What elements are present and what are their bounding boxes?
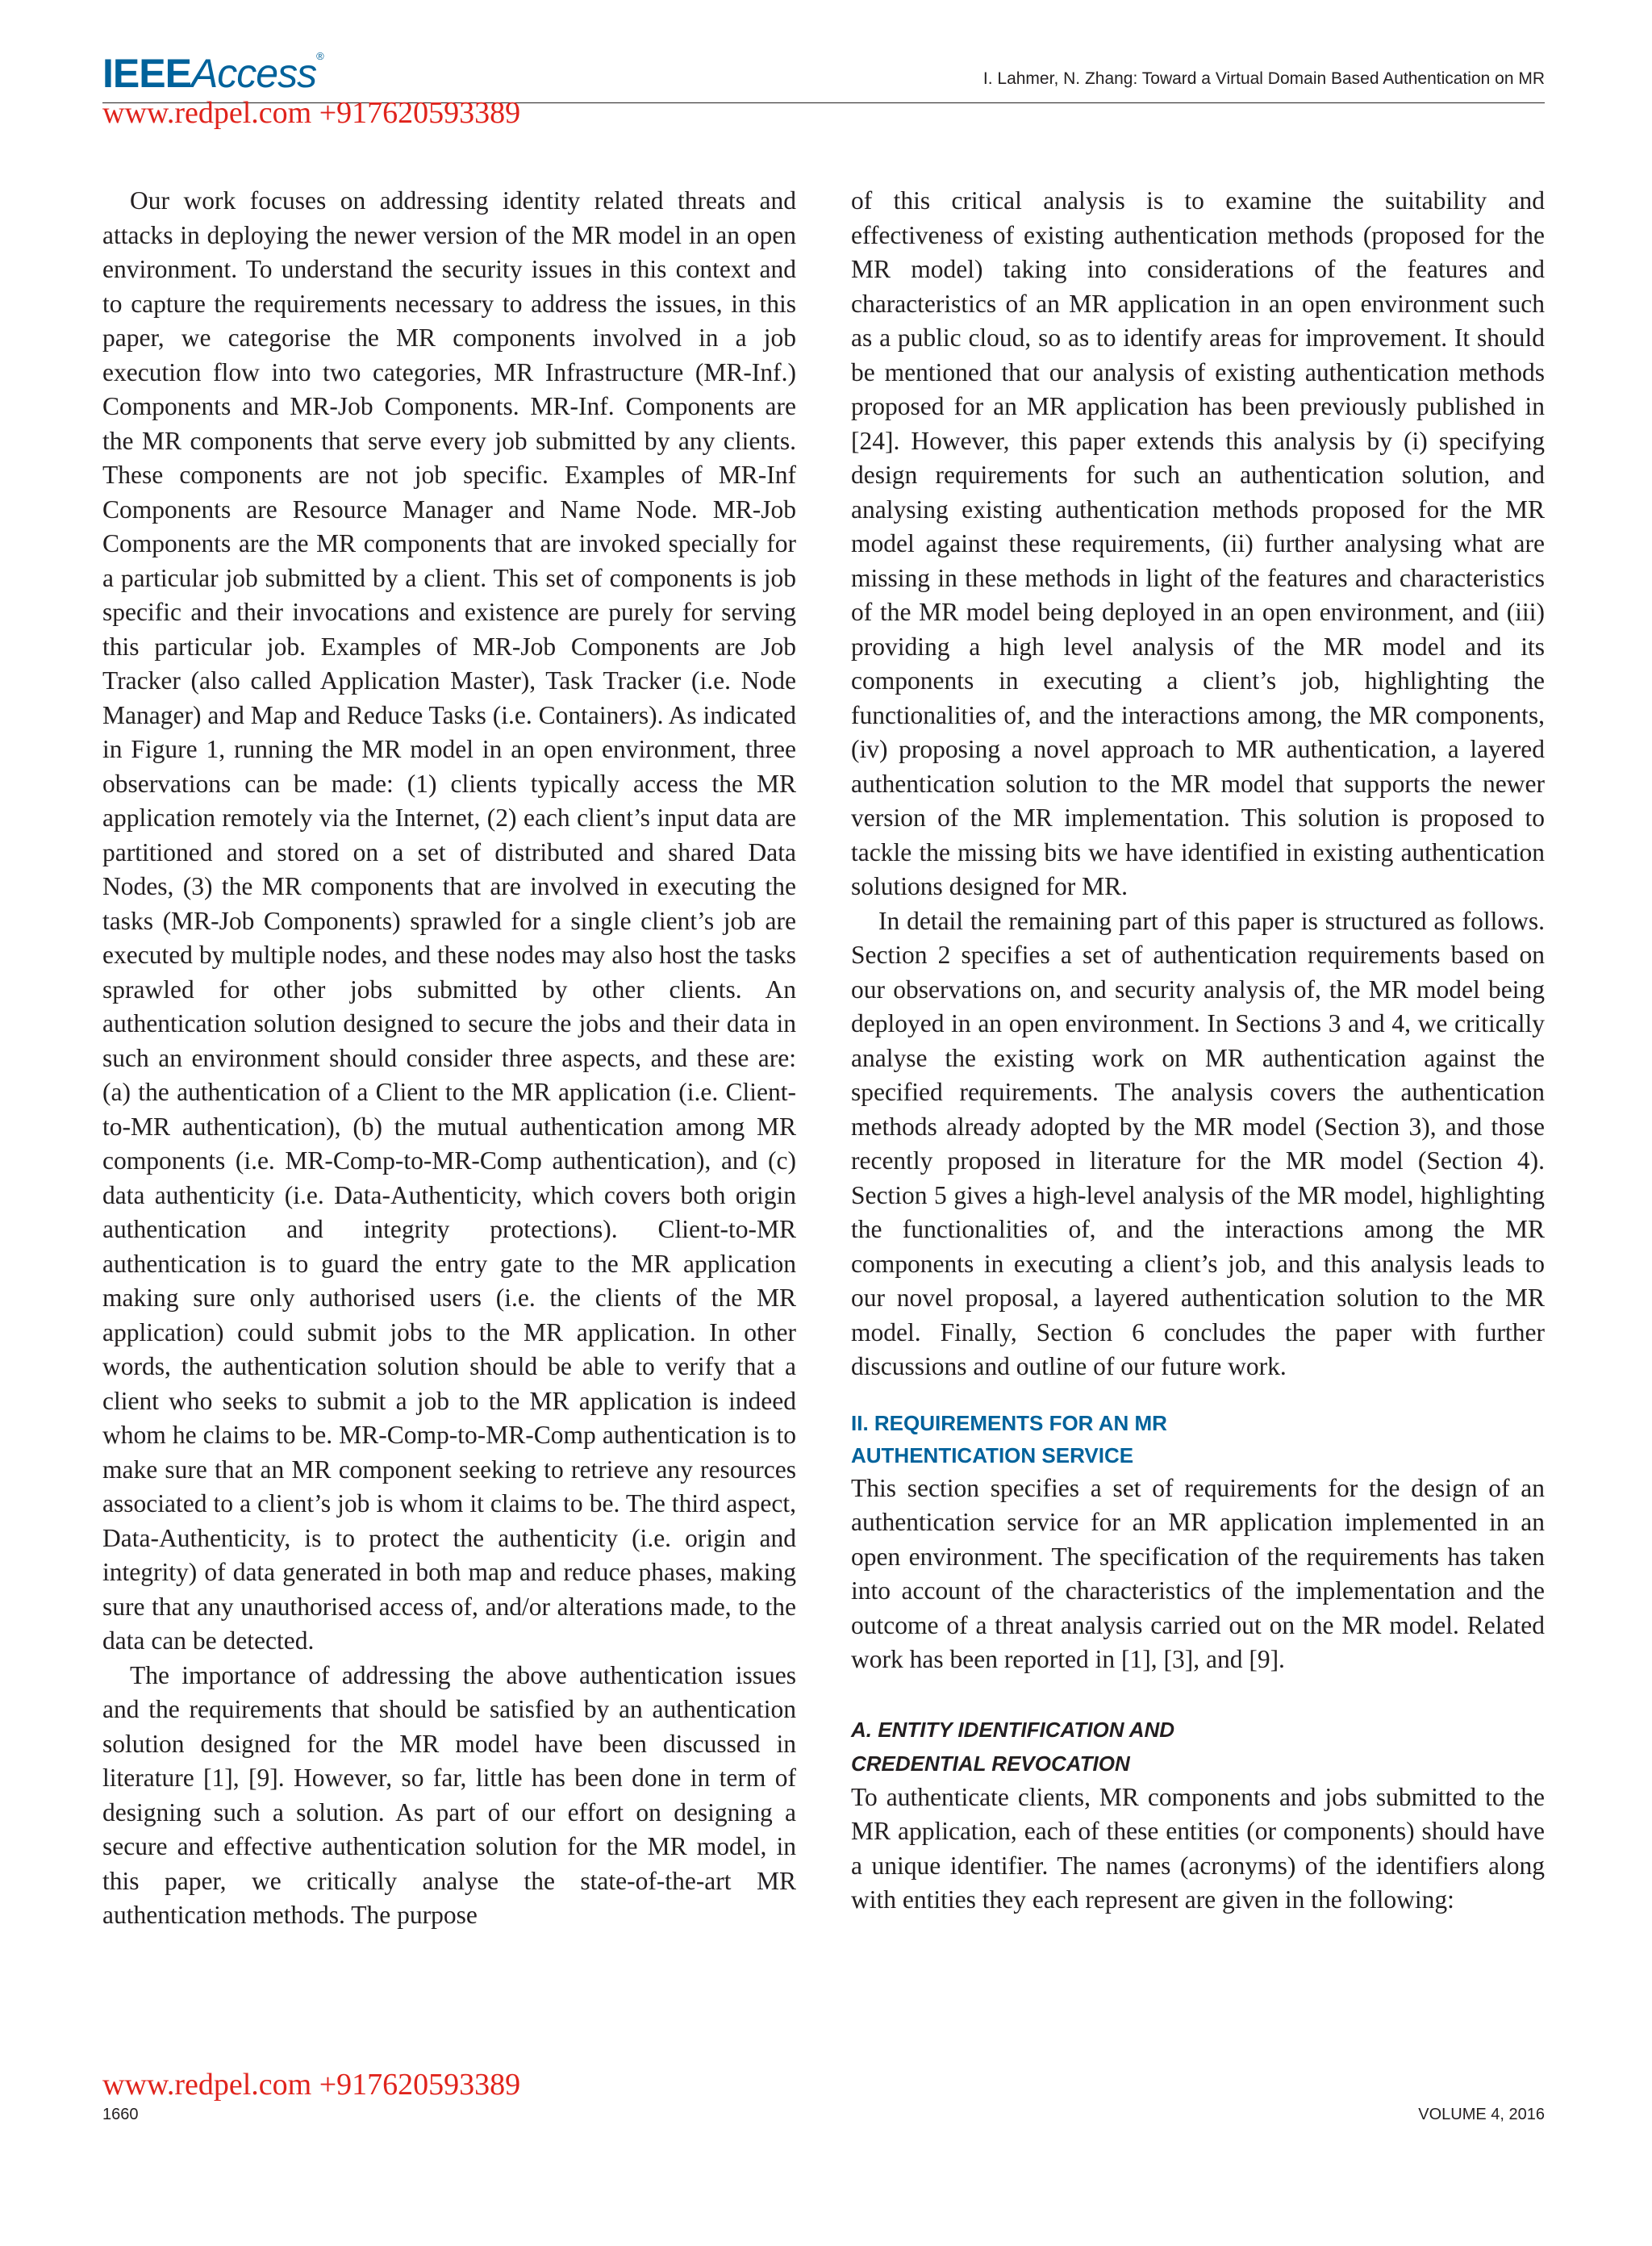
logo-trademark: ®	[316, 50, 324, 62]
logo-access-text: Access	[190, 51, 317, 96]
running-title: I. Lahmer, N. Zhang: Toward a Virtual Domain Based Authentication on MR	[982, 69, 1545, 88]
left-paragraph-2: The importance of addressing the above authentication issues and the requirements that should be satisfied by an authentication solution designed for the MR model have been discussed in literature [1], [9]. However, so far, little has been done in term of designing such a solution. As part of our effort on designing a secure and effective authentication solution for the MR model, in this paper, we critically analyse the state-of-the-art MR authentication methods. The purpose	[102, 1660, 796, 1929]
section-heading-line-2: AUTHENTICATION SERVICE	[851, 1442, 1134, 1467]
subsection-heading-line-1: A. ENTITY IDENTIFICATION AND	[851, 1717, 1175, 1742]
ieee-access-logo	[102, 50, 324, 96]
section-paragraph: This section specifies a set of requirements for the design of an authentication service for an MR application implemented in an open environment. The specification of the requirements has taken into account of the characteristics of the implementation and the outcome of a threat analysis carried out on the MR model. Related work has been reported in [1], [3], and [9].	[851, 1473, 1545, 1673]
logo-ieee-text: IEEE	[102, 51, 191, 96]
watermark-bottom: www.redpel.com +917620593389	[102, 2068, 521, 2102]
right-paragraph-1: of this critical analysis is to examine the suitability and effectiveness of existing authentication methods (proposed for the MR model) taking into considerations of the features and characteristics of an MR application in an open environment such as a public cloud, so as to identify areas for improvement. It should be mentioned that our analysis of existing authentication methods proposed for an MR application has been previously published in [24]. However, this paper extends this analysis by (i) specifying design requirements for such an authentication solution, and analysing existing authentication methods proposed for the MR model against these requirements, (ii) further analysing what are missing in these methods in light of the features and characteristics of the MR model being deployed in an open environment, and (iii) providing a high level analysis of the MR model and its components in executing a client’s job, highlighting the functionalities of, and the interactions among, the MR components, (iv) proposing a novel approach to MR authentication, a layered authentication solution to the MR model that supports the newer version of the MR implementation. This solution is proposed to tackle the missing bits we have identified in existing authentication solutions designed for MR.	[851, 186, 1545, 900]
subsection-paragraph: To authenticate clients, MR components and jobs submitted to the MR application, each of these entities (or components) should have a unique identifier. The names (acronyms) of the identifiers along with entities they each represent are given in the following:	[851, 1782, 1545, 1914]
right-paragraph-2: In detail the remaining part of this paper is structured as follows. Section 2 specifies a set of authentication requirements based on our observations on, and security analysis of, the MR model being deployed in an open environment. In Sections 3 and 4, we critically analyse the existing work on MR authentication against the specified requirements. The analysis covers the authentication methods already adopted by the MR model (Section 3), and those recently proposed in literature for the MR model (Section 4). Section 5 gives a high-level analysis of the MR model, highlighting the functionalities of, and the interactions among the MR components in executing a client’s job, and this analysis leads to our novel proposal, a layered authentication solution to the MR model. Finally, Section 6 concludes the paper with further discussions and outline of our future work.	[851, 906, 1545, 1380]
left-column	[102, 184, 796, 1933]
page-number: 1660	[102, 2106, 139, 2123]
right-column	[851, 184, 1545, 1918]
watermark-top: www.redpel.com +917620593389	[102, 96, 521, 130]
section-heading	[851, 1407, 1545, 1472]
section-heading-line-1: II. REQUIREMENTS FOR AN MR	[851, 1410, 1167, 1435]
subsection-heading-line-2: CREDENTIAL REVOCATION	[851, 1751, 1130, 1776]
left-paragraph-1: Our work focuses on addressing identity related threats and attacks in deploying the newer version of the MR model in an open environment. To understand the security issues in this context and to capture the requirements necessary to address the issues, in this paper, we categorise the MR components involved in a job execution flow into two categories, MR Infrastructure (MR-Inf.) Components and MR-Job Components. MR-Inf. Components are the MR components that serve every job submitted by any clients. These components are not job specific. Examples of MR-Inf Components are Resource Manager and Name Node. MR-Job Components are the MR components that are invoked specially for a particular job submitted by a client. This set of components is job specific and their invocations and existence are purely for serving this particular job. Examples of MR-Job Components are Job Tracker (also called Application Master), Task Tracker (i.e. Node Manager) and Map and Reduce Tasks (i.e. Containers). As indicated in Figure 1, running the MR model in an open environment, three observations can be made: (1) clients typically access the MR application remotely via the Internet, (2) each client’s input data are partitioned and stored on a set of distributed and shared Data Nodes, (3) the MR components that are involved in executing the tasks (MR-Job Components) sprawled for a single client’s job are executed by multiple nodes, and these nodes may also host the tasks sprawled for other jobs submitted by other clients. An authentication solution designed to secure the jobs and their data in such an environment should consider three aspects, and these are: (a) the authentication of a Client to the MR application (i.e. Client-to-MR authentication), (b) the mutual authentication among MR components (i.e. MR-Comp-to-MR-Comp authentication), and (c) data authenticity (i.e. Data-Authenticity, which covers both origin authentication and integrity protections). Client-to-MR authentication is to guard the entry gate to the MR application making sure only authorised users (i.e. the clients of the MR application) could submit jobs to the MR application. In other words, the authentication solution should be able to verify that a client who seeks to submit a job to the MR application is indeed whom he claims to be. MR-Comp-to-MR-Comp authentication is to make sure that an MR component seeking to retrieve any resources associated to a client’s job is whom it claims to be. The third aspect, Data-Authenticity, is to protect the authenticity (i.e. origin and integrity) of data generated in both map and reduce phases, making sure that any unauthorised access of, and/or alterations made, to the data can be detected.	[102, 186, 796, 1655]
volume-label: VOLUME 4, 2016	[1418, 2106, 1545, 2123]
subsection-heading	[851, 1713, 1545, 1781]
